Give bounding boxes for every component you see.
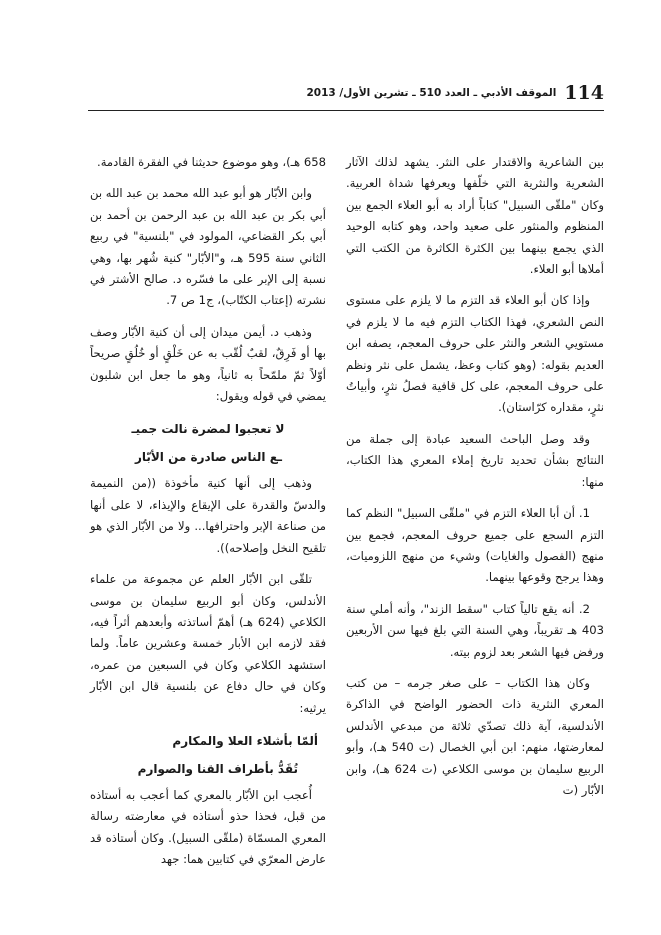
- page-header: [306, 82, 604, 104]
- paragraph: وذهب إلى أنها كنية مأخوذة ((من النميمة والدسّ والقدرة على الإيقاع والإيذاء، لا على أنها من صناعة الإبر واحترافها... ولا من الأبّار الذي هو تلقيح النخل وإصلاحه)).: [90, 476, 326, 555]
- running-title: الموقف الأدبي ـ العدد 510 ـ تشرين الأول/ 2013: [306, 87, 557, 99]
- left-column: [90, 152, 326, 881]
- paragraph: 1. أن أبا العلاء التزم في "ملقّى السبيل" النظم كما التزم السجع على جميع حروف المعجم، فجمع بين منهج (الفصول والغايات) وشيء من منهج اللزوميات، وهذا يرجح وقوعها بينهما.: [346, 506, 604, 585]
- header-rule: [88, 110, 604, 111]
- paragraph: وكان هذا الكتاب – على صغر جرمه – من كتب المعري النثرية ذات الحضور الواضح في الذاكرة الأندلسية، آية ذلك تصدّي ثلاثة من مبدعي الأندلس لمعارضتها، منهم: ابن أبي الخصال (ت 540 هـ)، وأبو الربيع سليمان بن موسى الكلاعي (ت 624 هـ)، وابن الأبّار (ت: [346, 675, 604, 797]
- paragraph: وقد وصل الباحث السعيد عبادة إلى جملة من النتائج بشأن تحديد تاريخ إملاء المعري هذا الكتاب، منها:: [346, 431, 604, 489]
- verse-line: لا تعجبوا لمضرة نالت جميـ: [131, 422, 285, 437]
- paragraph: بين الشاعرية والاقتدار على النثر. يشهد لذلك الآثار الشعرية والنثرية التي خلّفها ويعرفها شداة العربية. وكان "ملقّى السبيل" كتاباً أراد به أبو العلاء الجمع بين المنظوم والمنثور على صعيد واحد، وهو كتابه الوحيد الذي يجمع بينهما بين الكثرة الكاثرة من الكتب التي أملاها أبو العلاء.: [346, 155, 604, 277]
- verse-line: تُقَدُّ بأطراف القنا والصوارم: [137, 761, 298, 776]
- paragraph: 658 هـ)، وهو موضوع حديثنا في الفقرة القادمة.: [97, 155, 326, 169]
- paragraph: وإذا كان أبو العلاء قد التزم ما لا يلزم على مستوى النص الشعري، فهذا الكتاب التزم فيه ما لا يلزم في مستويي الشعر والنثر على حروف المعجم، يصفه ابن العديم بقوله: (وهو كتاب وعظ، يشمل على نثر ونظم على حروف المعجم، على كل قافية فصلُ نثرٍ، وأبياتُ نثرٍ، مقداره كرّاستان).: [346, 293, 604, 415]
- verse-line: ألمّا بأشلاء العلا والمكارم: [172, 733, 318, 748]
- page-number: 114: [564, 82, 604, 104]
- right-column: [346, 152, 604, 811]
- paragraph: وذهب د. أيمن ميدان إلى أن كنية الأبّار وصف بها أو فَرِقٌ، لقبٌ لُقّب به عن خَلْقٍ أو خُلُقٍ صريحاً أوّلاً ثمّ ملمّحاً به ثانياً، وهو ما جعل ابن شلبون يمضي في قوله ويقول:: [90, 324, 326, 404]
- paragraph: أُعجب ابن الأبّار بالمعري كما أعجب به أستاذه من قبل، فحذا حذو أستاذه في معارضته رسالة المعري المسمّاة (ملقّى السبيل). وكان أستاذه قد عارض المعرّي في كتابين هما: جهد: [90, 787, 326, 867]
- verse-line: ـع الناس صادرة من الأبّار: [134, 450, 282, 465]
- paragraph: 2. أنه يقع تالياً كتاب "سقط الزند"، وأنه أملي سنة 403 هـ تقريباً، وهي السنة التي بلغ فيها سن الأربعين ورفض فيها الشعر بعد لزوم بيته.: [346, 601, 604, 659]
- paragraph: تلقّى ابن الأبّار العلم عن مجموعة من علماء الأندلس، وكان أبو الربيع سليمان بن موسى الكلاعي (624 هـ) أهمّ أساتذته وأبعدهم أثراً فيه، فقد لازمه ابن الأبار خمسة وعشرين عاماً. ولما استشهد الكلاعي وكان في السبعين من عمره، وكان في حال دفاع عن بلنسية قال ابن الأبّار يرثيه:: [90, 572, 326, 715]
- paragraph: وابن الأبّار هو أبو عبد الله محمد بن عبد الله بن أبي بكر بن عبد الله بن عبد الرحمن بن أحمد بن أبي بكر القضاعي، المولود في "بلنسية" في ربيع الثاني سنة 595 هـ، و"الأبّار" كنية شُهر بها، وهي نسبة إلى الإبر على ما فسّره د. صالح الأشتر في نشرته (إعتاب الكتّاب)، ج1 ص 7.: [90, 186, 326, 308]
